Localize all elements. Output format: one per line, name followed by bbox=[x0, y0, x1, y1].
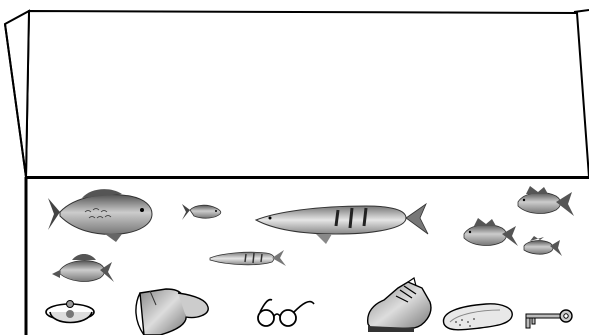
boot-icon bbox=[136, 289, 208, 335]
sneaker-icon bbox=[368, 278, 431, 332]
pike-fish-small-icon bbox=[210, 250, 286, 266]
perch-fish-small-icon bbox=[524, 236, 562, 256]
glasses-icon bbox=[258, 300, 314, 326]
insole-icon bbox=[443, 304, 512, 330]
carp-fish-large-icon bbox=[48, 189, 152, 242]
teapot-lid-icon bbox=[46, 301, 94, 323]
pike-fish-large-icon bbox=[256, 204, 428, 244]
perch-fish-icon bbox=[518, 186, 574, 216]
box-lid bbox=[5, 10, 589, 177]
key-icon bbox=[526, 310, 572, 328]
perch-fish-icon bbox=[464, 218, 518, 246]
small-fish-icon bbox=[182, 204, 221, 220]
carp-fish-small-icon bbox=[52, 254, 114, 282]
